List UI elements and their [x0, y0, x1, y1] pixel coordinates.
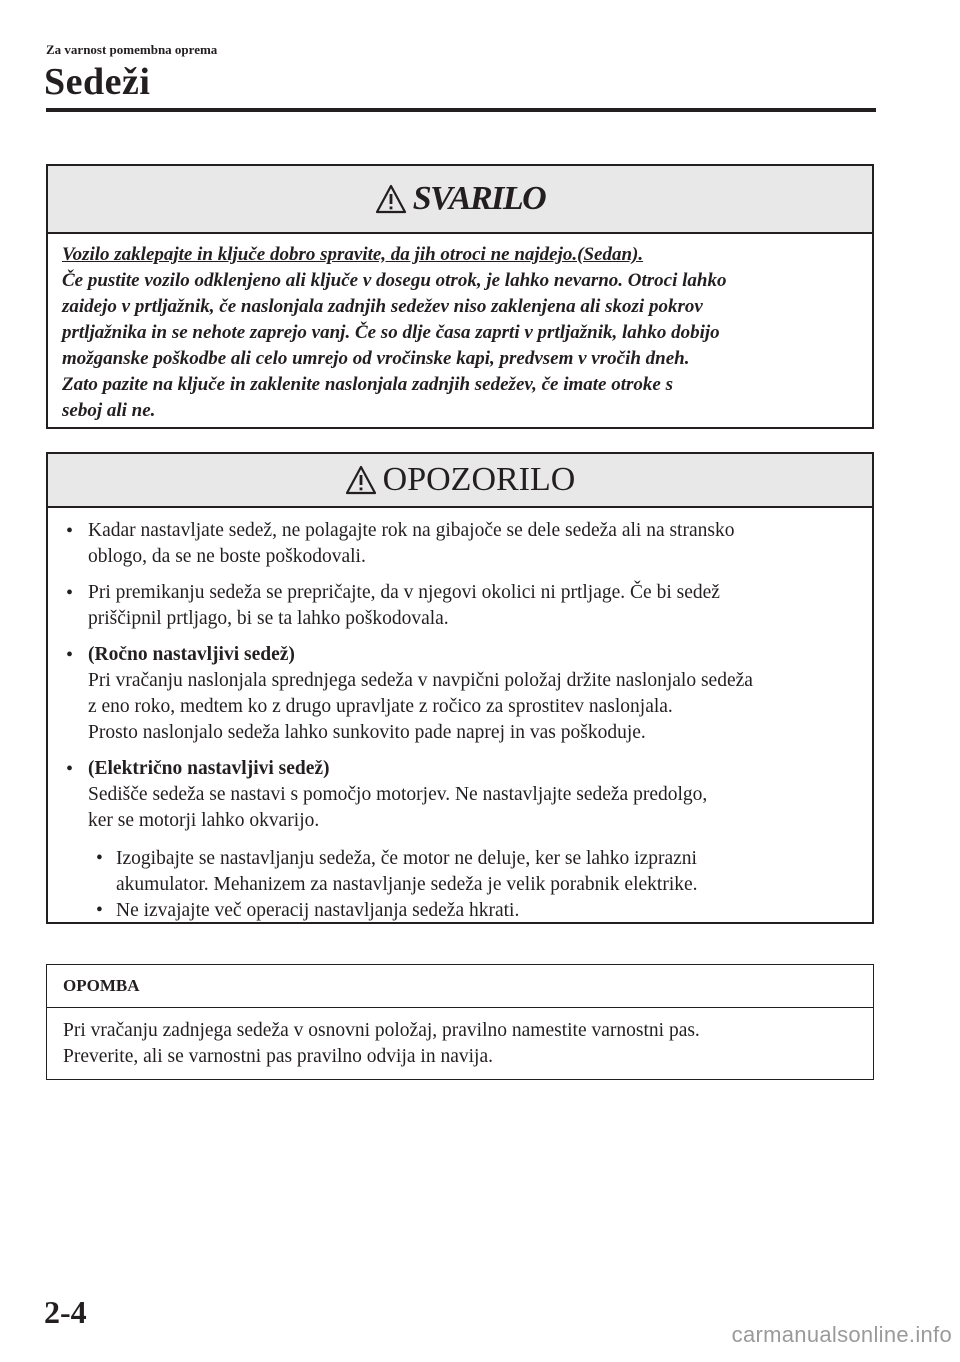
danger-text-line: zaidejo v prtljažnik, če naslonjala zadnjih sedežev niso zaklenjena ali skozi pokrov	[62, 296, 703, 317]
warning-item-line: oblogo, da se ne boste poškodovali.	[88, 546, 366, 567]
warning-item	[66, 580, 856, 632]
title-rule	[46, 108, 876, 112]
danger-label: SVARILO	[412, 180, 546, 217]
bullet: •	[66, 758, 74, 780]
warning-triangle-icon	[375, 184, 407, 214]
note-text-line: Pri vračanju zadnjega sedeža v osnovni položaj, pravilno namestite varnostni pas.	[63, 1020, 700, 1041]
danger-lead: Vozilo zaklepajte in ključe dobro spravite, da jih otroci ne najdejo.(Sedan).	[62, 244, 644, 265]
warning-item	[66, 756, 856, 924]
warning-body	[48, 508, 872, 924]
warning-subitem-line: akumulator. Mehanizem za nastavljanje sedeža je velik porabnik elektrike.	[116, 874, 698, 895]
danger-text-line: Če pustite vozilo odklenjeno ali ključe v dosegu otrok, je lahko nevarno. Otroci lahko	[62, 270, 727, 291]
note-box-header	[47, 965, 873, 1008]
warning-item	[66, 518, 856, 570]
warning-item-heading: (Električno nastavljivi sedež)	[88, 758, 330, 779]
danger-text-line: Zato pazite na ključe in zaklenite naslonjala zadnjih sedežev, če imate otroke s	[62, 374, 673, 395]
warning-subitem-line: Izogibajte se nastavljanju sedeža, če motor ne deluje, ker se lahko izprazni	[116, 848, 697, 869]
warning-subitem-line: Ne izvajajte več operacij nastavljanja sedeža hkrati.	[116, 900, 520, 921]
warning-item-heading: (Ročno nastavljivi sedež)	[88, 644, 295, 665]
danger-text-line: prtljažnika in se nehote zaprejo vanj. Če so dlje časa zaprti v prtljažnik, lahko dobijo	[62, 322, 720, 343]
page-title: Sedeži	[44, 61, 151, 103]
bullet: •	[66, 644, 74, 666]
note-text-line: Preverite, ali se varnostni pas pravilno odvija in navija.	[63, 1046, 493, 1067]
danger-text-line: možganske poškodbe ali celo umrejo od vročinske kapi, predvsem v vročih dneh.	[62, 348, 690, 369]
warning-box-header	[48, 454, 872, 508]
warning-item-line: Sedišče sedeža se nastavi s pomočjo motorjev. Ne nastavljajte sedeža predolgo,	[88, 784, 708, 805]
warning-item-line: priščipnil prtljago, bi se ta lahko poškodovala.	[88, 608, 449, 629]
warning-item-line: ker se motorji lahko okvarijo.	[88, 810, 320, 831]
danger-text-line: seboj ali ne.	[62, 400, 156, 421]
bullet: •	[66, 520, 74, 542]
danger-box-header	[48, 166, 872, 234]
note-label: OPOMBA	[63, 976, 140, 995]
warning-item	[66, 642, 856, 746]
page-number: 2-4	[44, 1294, 87, 1330]
danger-body	[48, 234, 872, 424]
warning-item-line: z eno roko, medtem ko z drugo upravljate z ročico za sprostitev naslonjala.	[88, 696, 673, 717]
sub-bullet: •	[96, 900, 103, 921]
warning-sublist	[88, 846, 856, 924]
warning-box	[46, 452, 874, 924]
note-body	[47, 1008, 873, 1070]
warning-label: OPOZORILO	[382, 461, 576, 498]
warning-triangle-icon	[345, 465, 377, 495]
note-box	[46, 964, 874, 1080]
warning-item-line: Pri vračanju naslonjala sprednjega sedeža v navpični položaj držite naslonjalo sedeža	[88, 670, 753, 691]
bullet: •	[66, 582, 74, 604]
warning-item-line: Prosto naslonjalo sedeža lahko sunkovito pade naprej in vas poškoduje.	[88, 722, 646, 743]
watermark: carmanualsonline.info	[731, 1322, 952, 1347]
danger-box	[46, 164, 874, 429]
section-label: Za varnost pomembna oprema	[46, 42, 218, 57]
sub-bullet: •	[96, 848, 103, 869]
warning-item-line: Kadar nastavljate sedež, ne polagajte rok na gibajoče se dele sedeža ali na stransko	[88, 520, 735, 541]
warning-subitem	[88, 846, 856, 898]
warning-item-line: Pri premikanju sedeža se prepričajte, da v njegovi okolici ni prtljage. Če bi sedež	[88, 582, 720, 603]
warning-subitem	[88, 898, 856, 924]
